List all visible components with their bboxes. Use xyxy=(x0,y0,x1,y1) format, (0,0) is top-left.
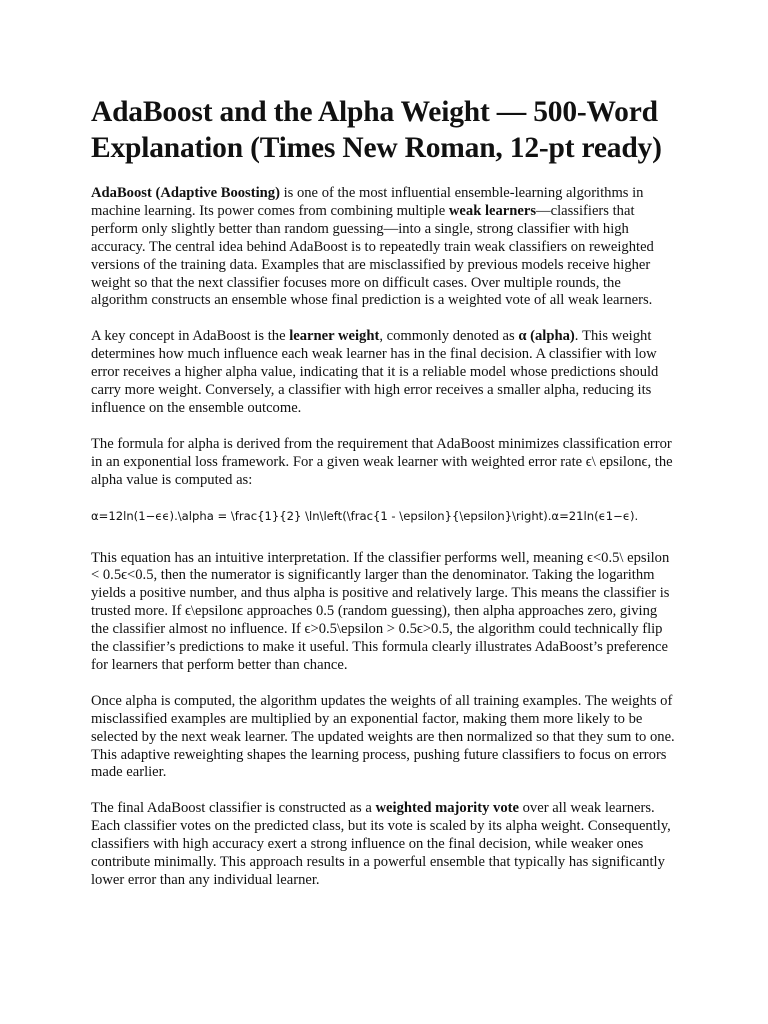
paragraph-text: over all weak learners. Each classifier votes on the predicted class, but its vote is scaled by its alpha weight. Consequently, classifiers with high accuracy exert a strong influence on the final decision, while weaker ones contribute minimally. This approach results in a powerful ensemble that typically has significantly lower error than any individual learner. xyxy=(91,800,671,888)
paragraph-learner-weight xyxy=(91,328,678,418)
paragraph-text: , commonly denoted as xyxy=(379,328,519,345)
bold-term: weak learners xyxy=(448,202,537,219)
paragraph-formula-intro: The formula for alpha is derived from the requirement that AdaBoost minimizes classification error in an exponential loss framework. For a given weak learner with weighted error rate ϵ\ epsilonϵ, the alpha value is computed as: xyxy=(91,435,673,488)
paragraph-text: A key concept in AdaBoost is the xyxy=(91,328,290,345)
bold-term: learner weight xyxy=(289,328,380,345)
paragraph-final-classifier xyxy=(91,800,678,890)
alpha-formula: α=12ln(1−ϵϵ).\alpha = \frac{1}{2} \ln\left(\frac{1 - \epsilon}{\epsilon}\right).α=21ln(ϵ1−ϵ). xyxy=(91,508,639,523)
paragraph-weight-update: Once alpha is computed, the algorithm updates the weights of all training examples. The weights of misclassified examples are multiplied by an exponential factor, making them more likely to be selected by the next weak learner. The updated weights are then normalized so that they sum to one. This adaptive reweighting shapes the learning process, pushing future classifiers to focus on errors made earlier. xyxy=(91,692,675,781)
paragraph-intro xyxy=(91,185,678,310)
bold-term: weighted majority vote xyxy=(375,800,519,817)
bold-term: α (alpha) xyxy=(518,328,575,345)
paragraph-text: is one of the most influential ensemble-learning algorithms in machine learning. Its power comes from combining multiple xyxy=(91,185,644,219)
document-title: AdaBoost and the Alpha Weight — 500-Word Explanation (Times New Roman, 12-pt ready) xyxy=(91,96,662,164)
bold-term: AdaBoost (Adaptive Boosting) xyxy=(91,185,280,201)
paragraph-text: —classifiers that perform only slightly better than random guessing—into a single, strong classifier with high accuracy. The central idea behind AdaBoost is to repeatedly train weak classifiers on reweighted versions of the training data. Examples that are misclassified by previous models receive higher weight so that the next classifier focuses more on difficult cases. Over multiple rounds, the algorithm constructs an ensemble whose final prediction is a weighted vote of all weak learners. xyxy=(91,202,654,309)
paragraph-text: . This weight determines how much influence each weak learner has in the final decision. A classifier with low error receives a higher alpha value, indicating that it is a reliable model whose predictions should carry more weight. Conversely, a classifier with high error receives a smaller alpha, reducing its influence on the ensemble outcome. xyxy=(91,328,659,416)
paragraph-interpretation: This equation has an intuitive interpretation. If the classifier performs well, meaning ϵ<0.5\ epsilon < 0.5ϵ<0.5, then the numerator is significantly larger than the denominator. Taking the logarithm yields a positive number, and thus alpha is positive and relatively large. This means the classifier is trusted more. If ϵ\epsilonϵ approaches 0.5 (random guessing), then alpha approaches zero, giving the classifier almost no influence. If ϵ>0.5\epsilon > 0.5ϵ>0.5, the algorithm could technically flip the classifier’s predictions to make it useful. This formula clearly illustrates AdaBoost’s preference for learners that perform better than chance. xyxy=(91,549,670,673)
paragraph-text: The final AdaBoost classifier is constructed as a xyxy=(91,800,376,817)
